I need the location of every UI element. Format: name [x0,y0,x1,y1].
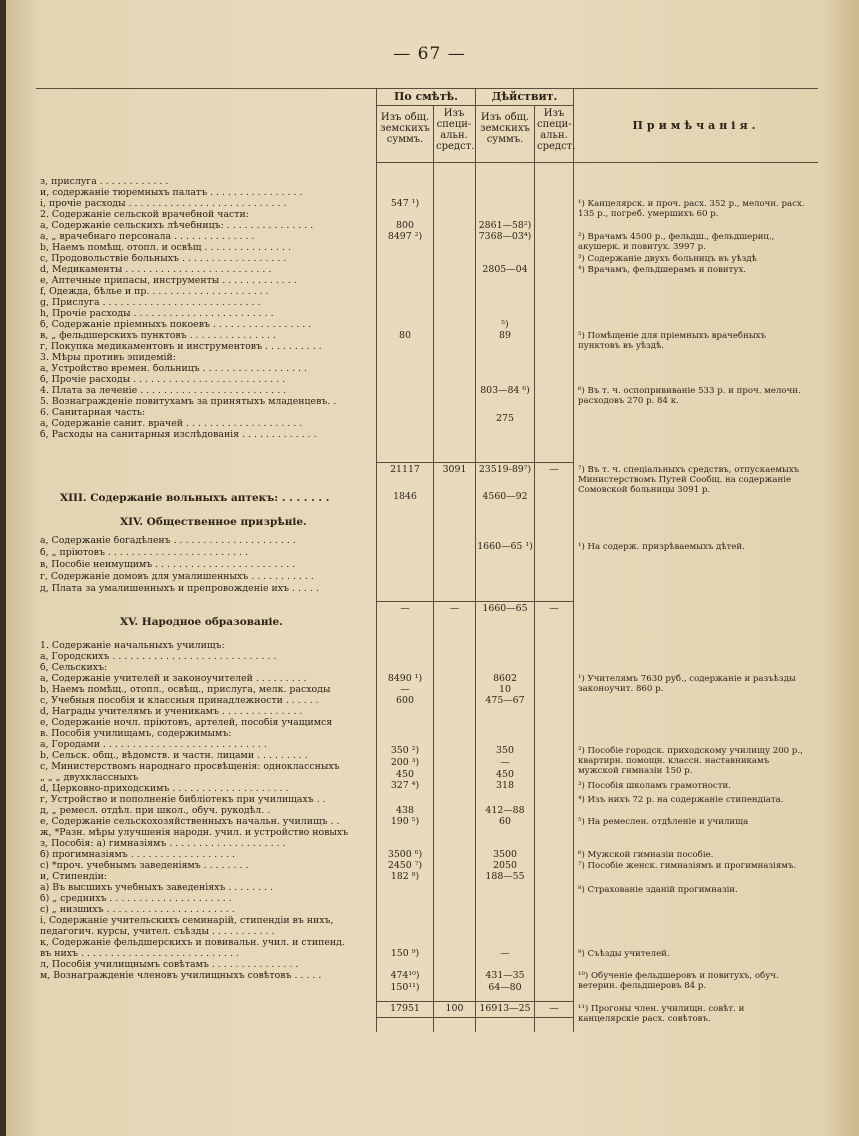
table-cell-value: 16913—25 [479,1003,531,1014]
section-heading: XV. Народное образованіе. [120,616,283,628]
header-col3: Изъ общ. земскихъ суммъ. [480,112,530,145]
table-row-label: с) *проч. учебнымъ заведеніямъ . . . . . . . . [40,861,249,871]
table-row-label: к, Содержаніе фельдшерскихъ и повивальн. учил. и стипенд. [40,938,345,948]
table-row-label: б) прогимназіямъ . . . . . . . . . . . . . . . . . . [40,850,236,860]
table-cell-value: 188—55 [485,871,525,882]
table-row-label: и, содержаніе тюремныхъ палатъ . . . . . . . . . . . . . . . . [40,188,303,198]
table-row-label: f, Одежда, бѣлье и пр. . . . . . . . . . . . . . . . . . . . . [40,287,269,297]
table-cell-value: 3500 ⁶) [387,849,423,860]
table-cell-value: 100 [445,1003,464,1014]
table-cell-value: — [400,684,410,695]
table-cell-value: 600 [396,695,414,706]
table-row-label: d, Медикаменты . . . . . . . . . . . . . . . . . . . . . . . . . [40,265,272,275]
table-cell-value: 150 ⁹) [390,948,420,959]
table-cell-value: 1660—65 [482,603,528,614]
table-row-label: e, Содержаніе ночл. пріютовъ, артелей, пособія учащимся [40,718,333,728]
table-cell-value: 190 ⁵) [390,816,420,827]
section-heading: XIII. Содержаніе вольныхъ аптекъ: . . . . . . . [60,492,330,504]
table-row-label: б, Прочіе расходы . . . . . . . . . . . . . . . . . . . . . . . . . . [40,375,286,385]
table-row-label: 2. Содержаніе сельской врачебной части: [40,210,249,220]
footnote: ⁹) Съѣзды учителей. [578,949,670,959]
table-row-label: г, Устройство и пополненіе библіотекъ при училищахъ . . [40,795,326,805]
table-cell-value: 450 [396,769,414,780]
footnote: ²) Врачамъ 4500 р., фельдш., фельдшериц., акушерк. и повитух. 3997 р. [578,232,775,252]
table-row-label: б, Содержаніе пріемныхъ покоевъ . . . . . . . . . . . . . . . . . [40,320,312,330]
footnote: ⁷) Пособіе женск. гимназіямъ и прогимназіямъ. [578,861,797,871]
table-cell-value: 450 [496,769,514,780]
table-cell-value: ⁵) [501,319,509,330]
footnote: ⁴) Изъ нихъ 72 р. на содержаніе стипендіата. [578,795,784,805]
table-row-label: л, Пособія училищнымъ совѣтамъ . . . . . . . . . . . . . . . [40,960,299,970]
table-row-label: въ нихъ . . . . . . . . . . . . . . . . . . . . . . . . . . . [40,949,239,959]
header-bottom-rule [377,162,818,163]
table-cell-value: 1660—65 ¹) [477,541,533,552]
table-cell-value: 8490 ¹) [387,673,423,684]
table-row-label: а, Содержаніе богадѣленъ . . . . . . . . . . . . . . . . . . . . . [40,536,296,546]
table-row-label: в, „ фельдшерскихъ пунктовъ . . . . . . . . . . . . . . . [40,331,276,341]
table-row-label: г, Покупка медикаментовъ и инструментовъ . . . . . . . . . . [40,342,322,352]
table-cell-value: 1846 [393,491,417,502]
table-row-label: ж, *Разн. мѣры улучшенія народн. учил. и устройство новыхъ [40,828,349,838]
table-row-label: і, Содержаніе учительскихъ семинарій, стипендіи въ нихъ, [40,916,334,926]
table-cell-value: 327 ⁴) [390,780,420,791]
table-cell-value: 2450 ⁷) [387,860,423,871]
table-row-label: d, Церковно-приходскимъ . . . . . . . . . . . . . . . . . . . . [40,784,289,794]
header-col4: Изъ специ-альн. средст. [537,108,576,152]
table-row-label: а, Содержаніе сельскихъ лѣчебницъ: . . . . . . . . . . . . . . . [40,221,314,231]
table-row-label: с, Министерствомъ народнаго просвѣщенія: одноклассныхъ [40,762,340,772]
table-cell-value: — [500,757,510,768]
footnote: ⁸) Страхованіе зданій прогимназіи. [578,885,738,895]
header-col1: Изъ общ. земскихъ суммъ. [380,112,430,145]
table-row-label: 5. Вознагражденіе повитухамъ за принятыхъ младенцевъ. . [40,397,337,407]
table-row-label: а, Содержаніе санит. врачей . . . . . . . . . . . . . . . . . . . . [40,419,303,429]
table-cell-value: 8497 ²) [387,231,423,242]
footnote: ¹⁰) Обученіе фельдшеровъ и повитухъ, обуч. ветерин. фельдшеровъ 84 р. [578,971,779,991]
table-row-label: b, Наемъ помѣщ. отопл. и освѣщ . . . . . . . . . . . . . . . [40,243,291,253]
table-row-label: h, Прочіе расходы . . . . . . . . . . . . . . . . . . . . . . . . [40,309,274,319]
table-row-label: 3. Мѣры противъ эпидемій: [40,353,176,363]
table-cell-value: — [400,603,410,614]
header-notes: Примѣчанія. [632,119,760,132]
footnote: ⁶) Въ т. ч. оспопрививаніе 533 р. и проч. мелочн. расходовъ 270 р. 84 к. [578,386,801,406]
table-cell-value: 182 ⁸) [390,871,420,882]
table-row-label: а) Въ высшихъ учебныхъ заведеніяхъ . . . . . . . . [40,883,274,893]
table-row-label: g, Прислуга . . . . . . . . . . . . . . . . . . . . . . . . . . . [40,298,261,308]
table-row-label: з, прислуга . . . . . . . . . . . . [40,177,169,187]
table-cell-value: 4560—92 [482,491,528,502]
table-row-label: г, Содержаніе домовъ для умалишенныхъ . . . . . . . . . . . [40,572,314,582]
table-cell-value: 200 ³) [390,757,420,768]
table-cell-value: 803—84 ⁶) [480,385,530,396]
footnote: ¹) На содерж. призрѣваемыхъ дѣтей. [578,542,745,552]
table-row-label: а, Городами . . . . . . . . . . . . . . . . . . . . . . . . . . . . [40,740,267,750]
table-row-label: а, Устройство времен. больницъ . . . . . . . . . . . . . . . . . . [40,364,307,374]
table-cell-value: 2861—58²) [478,220,532,231]
footnote: ⁴) Врачамъ, фельдшерамъ и повитух. [578,265,747,275]
header-col2: Изъ специ-альн. средст. [436,108,475,152]
table-row-label: в. Пособія училищамъ, содержимымъ: [40,729,232,739]
footnote: ¹¹) Прогоны член. училищн. совѣт. и канцелярскіе расх. совѣтовъ. [578,1004,745,1024]
table-row-label: педагогич. курсы, учител. съѣзды . . . . . . . . . . . [40,927,275,937]
table-cell-value: — [549,603,559,614]
table-row-label: „ „ „ двухклассныхъ [40,773,139,783]
footnote: ⁵) Помѣщеніе для пріемныхъ врачебныхъ пунктовъ въ уѣздѣ. [578,331,766,351]
table-cell-value: — [449,603,460,614]
col-rule-d [534,105,535,1032]
table-cell-value: 8602 [493,673,517,684]
header-deistvit: Дѣйствит. [491,90,558,103]
table-cell-value: 431—35 [485,970,525,981]
table-cell-value: 800 [396,220,414,231]
table-cell-value: 474¹⁰) [390,970,420,981]
table-cell-value: 3091 [442,464,467,475]
header-po-smete: По смѣтѣ. [394,90,458,103]
table-top-rule [36,88,818,89]
table-row-label: с, Учебныя пособія и классныя принадлежности . . . . . . [40,696,319,706]
table-cell-value: 10 [499,684,511,695]
table-cell-value: 350 ²) [390,745,420,756]
table-cell-value: 318 [496,780,514,791]
table-row-label: б, Сельскихъ: [40,663,108,673]
table-row-label: з, Пособія: а) гимназіямъ . . . . . . . . . . . . . . . . . . . . [40,839,286,849]
table-row-label: с, Продовольствіе больныхъ . . . . . . . . . . . . . . . . . . [40,254,287,264]
table-cell-value: 2050 [493,860,517,871]
table-row-label: д, Плата за умалишенныхъ и препровожденіе ихъ . . . . . [40,584,319,594]
table-cell-value: 475—67 [485,695,525,706]
table-row-label: і, прочіе расходы . . . . . . . . . . . . . . . . . . . . . . . . . . . [40,199,287,209]
table-row-label: b, Сельск. общ., вѣдомств. и частн. лицами . . . . . . . . . [40,751,308,761]
table-cell-value: 350 [496,745,514,756]
col-rule-e [573,88,574,1032]
table-cell-value: 150¹¹) [390,982,420,993]
table-cell-value: — [549,464,559,475]
table-row-label: b, Наемъ помѣщ., отопл., освѣщ., прислуга, мелк. расходы [40,685,331,695]
table-cell-value: 89 [499,330,511,341]
table-row-label: д, „ ремесл. отдѣл. при школ., обуч. рукодѣл. . [40,806,271,816]
table-row-label: м, Вознагражденіе членовъ училищныхъ совѣтовъ . . . . . [40,971,322,981]
table-cell-value: 80 [399,330,411,341]
table-row-label: 4. Плата за леченіе . . . . . . . . . . . . . . . . . . . . . . . . . [40,386,287,396]
table-cell-value: 64—80 [488,982,522,993]
footnote: ³) Пособія школамъ грамотности. [578,781,731,791]
table-cell-value: 438 [396,805,414,816]
table-cell-value: 3500 [493,849,517,860]
table-cell-value: 412—88 [485,805,525,816]
footnote: ¹) Канцелярск. и проч. расх. 352 р., мелочн. расх. 135 р., погреб. умершихъ 60 р. [578,199,805,219]
footnote: ³) Содержаніе двухъ больницъ въ уѣздѣ [578,254,757,264]
table-cell-value: 547 ¹) [390,198,420,209]
page-number: — 67 — [393,44,466,64]
table-cell-value: 7368—03⁴) [478,231,532,242]
table-row-label: е, Содержаніе сельскохозяйственныхъ начальн. училищъ . . [40,817,340,827]
table-row-label: e, Аптечные припасы, инструменты . . . . . . . . . . . . . [40,276,297,286]
section-heading: XIV. Общественное призрѣніе. [120,516,307,528]
table-row-label: в, Пособіе неимущимъ . . . . . . . . . . . . . . . . . . . . . . . . [40,560,296,570]
table-cell-value: 60 [499,816,511,827]
table-cell-value: — [500,948,510,959]
table-cell-value: 17951 [390,1003,420,1014]
table-row-label: б, Расходы на санитарныя изслѣдованія . . . . . . . . . . . . . [40,430,317,440]
table-row-label: и, Стипендіи: [40,872,108,882]
table-cell-value: — [549,1003,559,1014]
book-spine-edge [0,0,6,1136]
table-cell-value: 2805—04 [482,264,528,275]
table-row-label: с) „ низшихъ . . . . . . . . . . . . . . . . . . . . . . [40,905,235,915]
footnote: ⁶) Мужской гимназіи пособіе. [578,850,714,860]
table-row-label: а, „ врачебнаго персонала . . . . . . . . . . . . . . [40,232,255,242]
footnote: ⁷) Въ т. ч. спеціальныхъ средствъ, отпускаемыхъ Министерствомъ Путей Сообщ. на содержаніе Сомовской больницы 3091 р. [578,465,800,495]
table-row-label: б, „ пріютовъ . . . . . . . . . . . . . . . . . . . . . . . . [40,548,248,558]
table-row-label: d, Награды учителямъ и ученикамъ . . . . . . . . . . . . . . [40,707,303,717]
table-row-label: а, Содержаніе учителей и законоучителей . . . . . . . . . [40,674,307,684]
table-row-label: 1. Содержаніе начальныхъ училищъ: [40,641,225,651]
footnote: ²) Пособіе городск. приходскому училищу 200 р., квартирн. помощн. классн. наставникамъ мужской гимназіи 150 р. [578,746,803,776]
footnote: ⁵) На ремеслен. отдѣленіе и училища [578,817,749,827]
table-row-label: а, Городскихъ . . . . . . . . . . . . . . . . . . . . . . . . . . . . [40,652,277,662]
footnote: ¹) Учителямъ 7630 руб., содержаніе и разъѣзды законоучит. 860 р. [578,674,796,694]
table-row-label: б) „ среднихъ . . . . . . . . . . . . . . . . . . . . . [40,894,232,904]
table-row-label: 6. Санитарная часть: [40,408,146,418]
table-cell-value: 275 [496,413,514,424]
table-cell-value: 23519-89⁷) [478,464,532,475]
col-rule-b [433,105,434,1032]
table-cell-value: 21117 [390,464,420,475]
